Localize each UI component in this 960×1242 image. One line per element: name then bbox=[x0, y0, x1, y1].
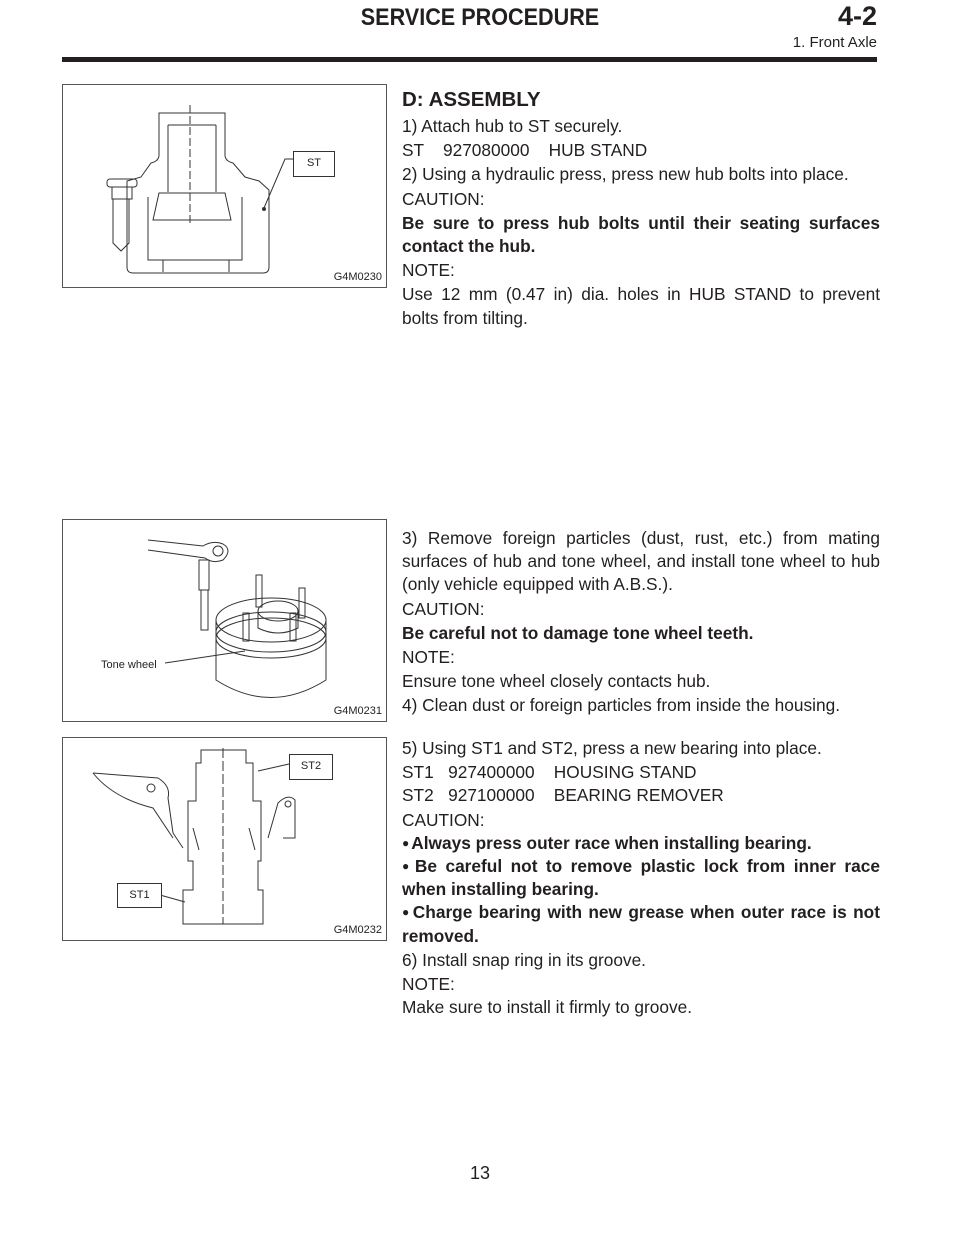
caution-label: CAUTION: bbox=[402, 809, 485, 830]
bullet-text: Charge bearing with new grease when outer race is not removed. bbox=[402, 902, 880, 946]
step-3: 3) Remove foreign particles (dust, rust, etc.) from mating surfaces of hub and tone wheel, and install tone wheel to hub (only vehicle equipped with A.B.S.). bbox=[402, 528, 880, 595]
caution-label: CAUTION: bbox=[402, 188, 485, 209]
step-1: 1) Attach hub to ST securely. bbox=[402, 116, 623, 136]
header-title: SERVICE PROCEDURE bbox=[360, 4, 600, 31]
figure-hub-stand bbox=[62, 84, 387, 288]
header-subtitle: 1. Front Axle bbox=[792, 34, 877, 51]
bullet-icon: ● bbox=[402, 835, 410, 850]
note-label: NOTE: bbox=[402, 974, 455, 995]
st1-label: ST1 bbox=[117, 883, 162, 908]
caution-bullet bbox=[402, 901, 880, 947]
figure-id: G4M0231 bbox=[333, 705, 382, 717]
tone-wheel-illustration bbox=[63, 520, 388, 723]
step-2: 2) Using a hydraulic press, press new hub bolts into place. bbox=[402, 164, 849, 185]
caution-text: Be sure to press hub bolts until their seating surfaces contact the hub. bbox=[402, 212, 880, 257]
tool-st: ST 927080000 HUB STAND bbox=[402, 140, 648, 161]
note-text: Make sure to install it firmly to groove. bbox=[402, 997, 693, 1018]
section-heading: D: ASSEMBLY bbox=[402, 88, 541, 111]
figure-bearing-press bbox=[62, 737, 387, 941]
figure-id: G4M0232 bbox=[333, 924, 382, 936]
bullet-icon: ● bbox=[402, 859, 413, 874]
tone-wheel-label: Tone wheel bbox=[101, 659, 157, 671]
hub-stand-illustration bbox=[63, 85, 388, 289]
tool-st1: ST1 927400000 HOUSING STAND bbox=[402, 762, 697, 783]
step-4: 4) Clean dust or foreign particles from inside the housing. bbox=[402, 695, 841, 716]
figure-id: G4M0230 bbox=[333, 271, 382, 283]
note-label: NOTE: bbox=[402, 260, 455, 281]
note-label: NOTE: bbox=[402, 647, 455, 668]
section-tone-wheel bbox=[402, 527, 880, 719]
page-number: 13 bbox=[469, 1163, 491, 1183]
section-bearing bbox=[402, 737, 880, 1020]
st2-label: ST2 bbox=[289, 754, 333, 780]
bullet-text: Always press outer race when installing bearing. bbox=[411, 832, 812, 853]
header-rule bbox=[62, 57, 877, 62]
caution-bullet bbox=[402, 855, 880, 901]
section-assembly bbox=[402, 88, 880, 331]
figure-tone-wheel bbox=[62, 519, 387, 722]
caution-bullet bbox=[402, 832, 880, 855]
step-6: 6) Install snap ring in its groove. bbox=[402, 949, 646, 970]
caution-label: CAUTION: bbox=[402, 598, 485, 619]
bearing-press-illustration bbox=[63, 738, 388, 942]
tool-st2: ST2 927100000 BEARING REMOVER bbox=[402, 785, 724, 806]
note-text: Use 12 mm (0.47 in) dia. holes in HUB STAND to prevent bolts from tilting. bbox=[402, 284, 880, 328]
step-5: 5) Using ST1 and ST2, press a new bearing into place. bbox=[402, 738, 822, 758]
note-text: Ensure tone wheel closely contacts hub. bbox=[402, 671, 711, 692]
section-number: 4-2 bbox=[837, 1, 877, 31]
bullet-text: Be careful not to remove plastic lock from inner race when installing bearing. bbox=[402, 856, 880, 900]
st-label: ST bbox=[293, 151, 335, 177]
bullet-icon: ● bbox=[402, 905, 411, 920]
caution-text: Be careful not to damage tone wheel teeth. bbox=[402, 622, 754, 643]
